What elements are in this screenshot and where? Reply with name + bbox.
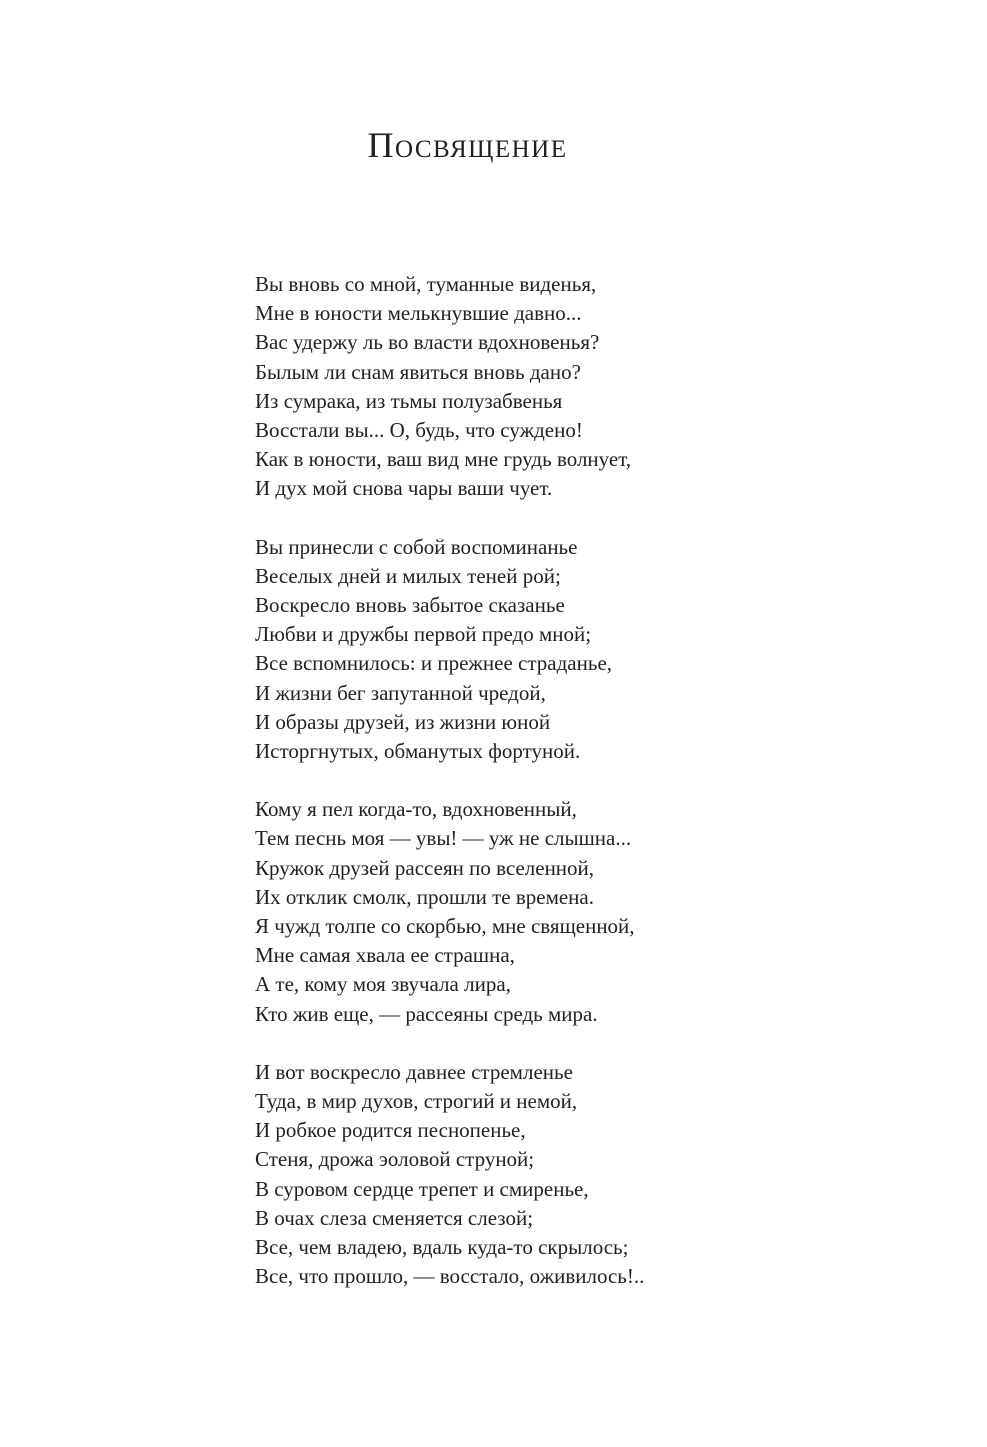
poem-line: Былым ли снам явиться вновь дано? — [255, 359, 581, 384]
poem-line: Мне в юности мелькнувшие давно... — [255, 301, 582, 326]
poem — [255, 270, 955, 1321]
poem-line: Мне самая хвала ее страшна, — [255, 943, 515, 968]
poem-line: В очах слеза сменяется слезой; — [255, 1205, 534, 1230]
poem-line: И образы друзей, из жизни юной — [255, 709, 551, 734]
poem-line: И робкое родится песнопенье, — [255, 1118, 526, 1143]
stanza-4 — [255, 1058, 955, 1292]
poem-line: Исторгнутых, обманутых фортуной. — [255, 739, 581, 764]
stanza-2 — [255, 533, 955, 767]
poem-line: Стеня, дрожа эоловой струной; — [255, 1147, 535, 1172]
poem-line: И дух мой снова чары ваши чует. — [255, 476, 553, 501]
poem-line: Из сумрака, из тьмы полузабвенья — [255, 388, 563, 413]
poem-line: Кому я пел когда-то, вдохновенный, — [255, 797, 577, 822]
poem-line: Тем песнь моя — увы! — уж не слышна... — [255, 826, 632, 851]
poem-line: И вот воскресло давнее стремленье — [255, 1059, 573, 1084]
poem-line: Кто жив еще, — рассеяны средь мира. — [255, 1001, 598, 1026]
poem-line: Воскресло вновь забытое сказанье — [255, 593, 565, 618]
poem-line: Все, чем владею, вдаль куда-то скрылось; — [255, 1235, 629, 1260]
poem-line: Восстали вы... О, будь, что суждено! — [255, 418, 583, 443]
poem-line: Все вспомнилось: и прежнее страданье, — [255, 651, 613, 676]
poem-line: Вы принесли с собой воспоминанье — [255, 534, 578, 559]
poem-line: Вы вновь со мной, туманные виденья, — [255, 272, 597, 296]
stanza-3 — [255, 795, 955, 1029]
poem-line: Их отклик смолк, прошли те времена. — [255, 884, 594, 909]
poem-line: И жизни бег запутанной чредой, — [255, 680, 546, 705]
poem-line: Веселых дней и милых теней рой; — [255, 563, 561, 588]
poem-line: Вас удержу ль во власти вдохновенья? — [255, 330, 600, 355]
stanza-1 — [255, 270, 955, 504]
page-title: Посвящение — [367, 125, 568, 165]
poem-line: Как в юности, ваш вид мне грудь волнует, — [255, 447, 632, 472]
poem-line: Туда, в мир духов, строгий и немой, — [255, 1089, 578, 1114]
poem-line: Любви и дружбы первой предо мной; — [255, 622, 592, 647]
poem-line: Я чужд толпе со скорбью, мне священной, — [255, 914, 635, 939]
poem-line: В суровом сердце трепет и смиренье, — [255, 1176, 589, 1201]
poem-line: Все, что прошло, — восстало, оживилось!.. — [255, 1264, 645, 1289]
poem-line: А те, кому моя звучала лира, — [255, 972, 511, 997]
poem-line: Кружок друзей рассеян по вселенной, — [255, 855, 595, 880]
